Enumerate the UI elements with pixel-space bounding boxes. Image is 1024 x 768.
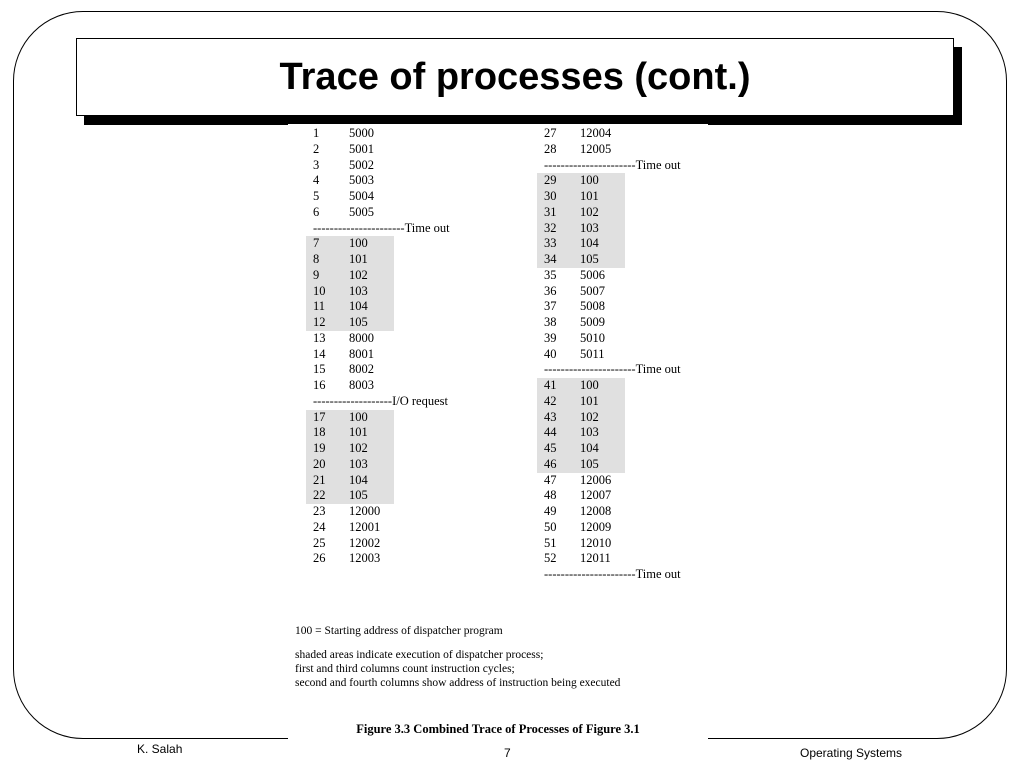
trace-row — [544, 473, 724, 489]
instruction-address: 102 — [580, 204, 599, 219]
cycle-number: 6 — [313, 204, 320, 219]
instruction-address: 5010 — [580, 330, 605, 345]
instruction-address: 8003 — [349, 378, 374, 392]
trace-row — [313, 284, 493, 300]
trace-row — [544, 252, 724, 268]
trace-row — [313, 331, 493, 347]
instruction-address: 104 — [349, 299, 368, 314]
trace-row — [544, 551, 724, 567]
trace-row — [313, 473, 493, 489]
instruction-address: 105 — [580, 252, 599, 266]
instruction-address: 105 — [580, 456, 599, 471]
instruction-address: 12010 — [580, 535, 612, 550]
cycle-number: 43 — [544, 409, 557, 424]
trace-row — [544, 236, 724, 252]
cycle-number: 40 — [544, 346, 557, 361]
instruction-address: 102 — [580, 409, 599, 424]
cycle-number: 42 — [544, 393, 557, 408]
footer-author: K. Salah — [137, 742, 183, 756]
cycle-number: 8 — [313, 252, 320, 266]
note-line-1: shaded areas indicate execution of dispatcher process; — [295, 649, 544, 661]
cycle-number: 50 — [544, 519, 557, 534]
cycle-number: 41 — [544, 378, 557, 392]
instruction-address: 8002 — [349, 362, 374, 377]
trace-row — [313, 520, 493, 536]
footer-course: Operating Systems — [800, 746, 903, 760]
trace-row — [313, 142, 493, 158]
trace-row — [544, 378, 724, 394]
instruction-address: 12008 — [580, 504, 612, 518]
cycle-number: 30 — [544, 189, 557, 203]
trace-row — [544, 221, 724, 237]
instruction-address: 102 — [349, 267, 368, 282]
trace-row — [313, 410, 493, 426]
title-box — [76, 38, 954, 116]
slide-title: Trace of processes (cont.) — [279, 55, 751, 98]
instruction-address: 105 — [349, 315, 368, 329]
instruction-address: 12002 — [349, 535, 381, 550]
instruction-address: 103 — [349, 283, 368, 298]
trace-row — [544, 536, 724, 552]
cycle-number: 2 — [313, 141, 320, 156]
trace-row — [313, 299, 493, 315]
trace-row — [544, 457, 724, 473]
cycle-number: 22 — [313, 488, 326, 503]
trace-row — [544, 441, 724, 457]
instruction-address: 12005 — [580, 141, 612, 156]
instruction-address: 12000 — [349, 504, 381, 518]
instruction-address: 101 — [349, 252, 368, 266]
trace-row — [313, 425, 493, 441]
instruction-address: 5000 — [349, 126, 374, 140]
trace-row — [313, 236, 493, 252]
trace-row — [544, 425, 724, 441]
instruction-address: 100 — [580, 378, 599, 392]
instruction-address: 104 — [349, 472, 368, 487]
instruction-address: 12003 — [349, 551, 381, 566]
figure-caption: Figure 3.3 Combined Trace of Processes of Figure 3.1 — [356, 722, 640, 736]
cycle-number: 27 — [544, 126, 557, 140]
instruction-address: 5002 — [349, 157, 374, 172]
trace-row — [313, 488, 493, 504]
note-line-2: first and third columns count instruction cycles; — [295, 663, 515, 675]
cycle-number: 48 — [544, 488, 557, 503]
instruction-address: 5006 — [580, 267, 605, 282]
trace-row — [544, 142, 724, 158]
trace-row — [544, 268, 724, 284]
trace-row — [544, 488, 724, 504]
instruction-address: 5003 — [349, 173, 374, 188]
cycle-number: 12 — [313, 315, 326, 329]
trace-row — [544, 173, 724, 189]
cycle-number: 23 — [313, 504, 326, 518]
trace-row — [313, 205, 493, 221]
instruction-address: 5008 — [580, 299, 605, 314]
instruction-address: 100 — [580, 173, 599, 188]
trace-row — [313, 378, 493, 394]
cycle-number: 10 — [313, 283, 326, 298]
trace-row — [313, 504, 493, 520]
instruction-address: 8001 — [349, 346, 374, 361]
trace-row — [544, 504, 724, 520]
trace-row — [544, 284, 724, 300]
cycle-number: 39 — [544, 330, 557, 345]
instruction-address: 5004 — [349, 189, 374, 203]
trace-row — [313, 268, 493, 284]
instruction-address: 12009 — [580, 519, 612, 534]
instruction-address: 102 — [349, 441, 368, 455]
instruction-address: 8000 — [349, 330, 374, 345]
cycle-number: 33 — [544, 236, 557, 251]
trace-row — [313, 126, 493, 142]
trace-row — [544, 394, 724, 410]
cycle-number: 16 — [313, 378, 326, 392]
trace-row — [313, 362, 493, 378]
instruction-address: 5009 — [580, 315, 605, 329]
cycle-number: 13 — [313, 330, 326, 345]
instruction-address: 101 — [580, 189, 599, 203]
cycle-number: 18 — [313, 425, 326, 440]
trace-row — [544, 331, 724, 347]
trace-row — [313, 347, 493, 363]
instruction-address: 12007 — [580, 488, 612, 503]
legend-note: 100 = Starting address of dispatcher program — [295, 625, 503, 637]
cycle-number: 3 — [313, 157, 320, 172]
cycle-number: 46 — [544, 456, 557, 471]
cycle-number: 29 — [544, 173, 557, 188]
cycle-number: 9 — [313, 267, 320, 282]
trace-row — [544, 347, 724, 363]
trace-row — [313, 252, 493, 268]
trace-row — [313, 441, 493, 457]
cycle-number: 7 — [313, 236, 320, 251]
instruction-address: 12006 — [580, 472, 612, 487]
instruction-address: 103 — [349, 456, 368, 471]
trace-separator: ----------------------Time out — [544, 362, 681, 377]
trace-row — [313, 189, 493, 205]
instruction-address: 105 — [349, 488, 368, 503]
cycle-number: 20 — [313, 456, 326, 471]
cycle-number: 19 — [313, 441, 326, 455]
cycle-number: 31 — [544, 204, 557, 219]
instruction-address: 5005 — [349, 204, 374, 219]
instruction-address: 100 — [349, 409, 368, 424]
instruction-address: 12001 — [349, 519, 381, 534]
cycle-number: 25 — [313, 535, 326, 550]
cycle-number: 11 — [313, 299, 326, 314]
cycle-number: 49 — [544, 504, 557, 518]
trace-row — [544, 299, 724, 315]
instruction-address: 5011 — [580, 346, 605, 361]
trace-figure — [288, 124, 708, 740]
cycle-number: 24 — [313, 519, 326, 534]
cycle-number: 36 — [544, 283, 557, 298]
cycle-number: 44 — [544, 425, 557, 440]
trace-separator: ----------------------Time out — [544, 567, 681, 581]
instruction-address: 12011 — [580, 551, 611, 566]
cycle-number: 34 — [544, 252, 557, 266]
cycle-number: 21 — [313, 472, 326, 487]
cycle-number: 51 — [544, 535, 557, 550]
note-line-3: second and fourth columns show address of instruction being executed — [295, 677, 621, 689]
cycle-number: 38 — [544, 315, 557, 329]
trace-row — [544, 315, 724, 331]
cycle-number: 26 — [313, 551, 326, 566]
instruction-address: 103 — [580, 425, 599, 440]
trace-row — [544, 189, 724, 205]
trace-row — [544, 205, 724, 221]
instruction-address: 101 — [580, 393, 599, 408]
cycle-number: 28 — [544, 141, 557, 156]
trace-separator: ----------------------Time out — [544, 157, 681, 172]
cycle-number: 4 — [313, 173, 320, 188]
trace-separator: ----------------------Time out — [313, 220, 450, 235]
trace-row — [544, 126, 724, 142]
cycle-number: 37 — [544, 299, 557, 314]
trace-row — [313, 158, 493, 174]
instruction-address: 103 — [580, 220, 599, 235]
instruction-address: 12004 — [580, 126, 612, 140]
trace-row — [544, 520, 724, 536]
instruction-address: 100 — [349, 236, 368, 251]
trace-row — [313, 315, 493, 331]
cycle-number: 15 — [313, 362, 326, 377]
footer-page-number: 7 — [504, 746, 511, 760]
trace-row — [313, 173, 493, 189]
cycle-number: 17 — [313, 409, 326, 424]
cycle-number: 14 — [313, 346, 326, 361]
instruction-address: 5001 — [349, 141, 374, 156]
instruction-address: 104 — [580, 441, 599, 455]
cycle-number: 47 — [544, 472, 557, 487]
instruction-address: 101 — [349, 425, 368, 440]
trace-row — [544, 410, 724, 426]
cycle-number: 35 — [544, 267, 557, 282]
trace-row — [313, 457, 493, 473]
cycle-number: 32 — [544, 220, 557, 235]
trace-row — [313, 551, 493, 567]
instruction-address: 104 — [580, 236, 599, 251]
trace-row — [313, 536, 493, 552]
cycle-number: 5 — [313, 189, 320, 203]
trace-separator: -------------------I/O request — [313, 393, 448, 408]
cycle-number: 52 — [544, 551, 557, 566]
cycle-number: 45 — [544, 441, 557, 455]
cycle-number: 1 — [313, 126, 320, 140]
instruction-address: 5007 — [580, 283, 605, 298]
